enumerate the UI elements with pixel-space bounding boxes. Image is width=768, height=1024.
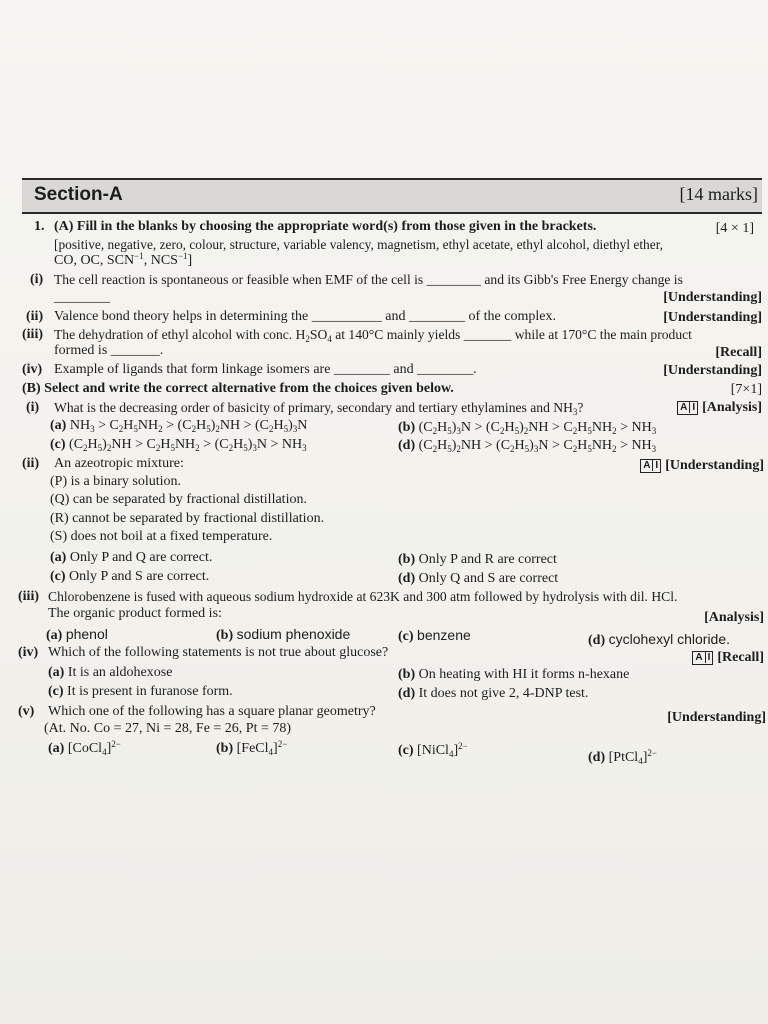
mcq-i-option-c: (c) $(C_2H_5)_2NH > C_2H_5NH_2 > (C_2H_5)_3N > NH_3$ [50,437,307,453]
mcq-v-level: [Understanding] [667,710,766,725]
statement-p: (P) is a binary solution. [50,474,182,489]
mcq-v-option-d: (d) [PtCl$_4$]$^{2-}$ [588,748,657,766]
mcq-v-atomic-numbers: (At. No. Co = 27, Ni = 28, Fe = 26, Pt = 78) [44,721,292,736]
fill-i-number: (i) [30,272,44,287]
mcq-ii-option-d: (d) Only Q and S are correct [398,571,559,586]
mcq-ii-option-b: (b) Only P and R are correct [398,552,557,567]
mcq-v-option-c: (c) [NiCl$_4$]$^{2-}$ [398,741,468,759]
statement-r: (R) cannot be separated by fractional distillation. [50,511,325,526]
mcq-iii-option-c: (c) benzene [398,627,471,644]
fill-iii-line-2: formed is _______. [54,343,164,358]
mcq-iv-number: (iv) [18,645,39,660]
mcq-iii-option-a: (a) phenol [46,626,108,643]
ai-tag-badge: A I [677,401,698,415]
mcq-iii-text: Chlorobenzene is fused with aqueous sodium hydroxide at 623K and 300 atm followed by hydrolysis with dil. HCl. [48,589,678,604]
fill-i-level: [Understanding] [663,290,762,305]
mcq-ii-level-wrap [640,458,764,474]
mcq-ii-text: An azeotropic mixture: [54,456,184,471]
mcq-iii-option-d: (d) cyclohexyl chloride. [588,631,731,648]
mcq-v-number: (v) [18,704,35,719]
fill-iv-text: Example of ligands that form linkage isomers are ________ and ________. [54,362,477,377]
choices-line-2: CO, OC, $SCN^{-1}$, $NCS^{-1}$] [54,251,193,268]
fill-i-blank: ________ [54,290,110,305]
ai-tag-badge: A I [640,459,661,473]
part-a-heading: (A) Fill in the blanks by choosing the appropriate word(s) from those given in the brackets. [54,219,597,234]
mcq-i-level: [Analysis] [702,400,762,415]
fill-i-text: The cell reaction is spontaneous or feasible when EMF of the cell is ________ and its Gibb's Free Energy change is [54,272,683,287]
mcq-i-option-a: (a) $NH_3 > C_2H_5NH_2 > (C_2H_5)_2NH > (C_2H_5)_3N$ [50,418,308,434]
part-b-marks: [7×1] [730,382,762,397]
mcq-iii-number: (iii) [18,589,39,604]
mcq-iv-option-b: (b) On heating with HI it forms n-hexane [398,667,630,682]
fill-ii-text: Valence bond theory helps in determining the __________ and ________ of the complex. [54,309,556,324]
mcq-i-text: What is the decreasing order of basicity of primary, secondary and tertiary ethylamines and $NH_3$? [54,400,584,417]
part-a-marks: [4 × 1] [715,221,754,236]
mcq-i-option-b: (b) $(C_2H_5)_3N > (C_2H_5)_2NH > C_2H_5NH_2 > NH_3$ [398,420,657,436]
mcq-v-option-a: (a) [CoCl$_4$]$^{2-}$ [48,739,121,757]
choices-line-1: [positive, negative, zero, colour, structure, variable valency, magnetism, ethyl acetate, ethyl alcohol, diethyl ether, [54,237,663,252]
question-number: 1. [34,219,45,234]
mcq-iv-option-d: (d) It does not give 2, 4-DNP test. [398,686,589,701]
mcq-ii-number: (ii) [22,456,40,471]
fill-iii-number: (iii) [22,327,43,342]
mcq-i-level-wrap [677,400,762,416]
mcq-v-text: Which one of the following has a square planar geometry? [48,704,376,719]
mcq-iv-text: Which of the following statements is not true about glucose? [48,645,389,660]
mcq-v-option-b: (b) [FeCl$_4$]$^{2-}$ [216,739,288,757]
mcq-ii-option-c: (c) Only P and S are correct. [50,569,210,584]
fill-iii-text: The dehydration of ethyl alcohol with conc. $H_2SO_4$ at 140°C mainly yields _______ while at 170°C the main product [54,327,692,344]
fill-iii-level: [Recall] [715,345,762,360]
mcq-iv-option-c: (c) It is present in furanose form. [48,684,233,699]
section-header-bar [22,178,762,214]
statement-s: (S) does not boil at a fixed temperature. [50,529,273,544]
mcq-ii-option-a: (a) Only P and Q are correct. [50,550,213,565]
mcq-iii-line-2: The organic product formed is: [48,606,222,621]
section-marks: [14 marks] [679,184,758,204]
mcq-iv-level: [Recall] [717,650,764,665]
fill-iv-level: [Understanding] [663,363,762,378]
mcq-i-number: (i) [26,400,40,415]
section-title: Section-A [34,184,123,205]
mcq-iii-level: [Analysis] [704,610,764,625]
fill-ii-number: (ii) [26,309,44,324]
fill-ii-level: [Understanding] [663,310,762,325]
mcq-i-option-d: (d) $(C_2H_5)_2NH > (C_2H_5)_3N > C_2H_5NH_2 > NH_3$ [398,438,657,454]
mcq-iv-level-wrap [692,650,764,666]
mcq-iv-option-a: (a) It is an aldohexose [48,665,173,680]
mcq-ii-level: [Understanding] [665,458,764,473]
statement-q: (Q) can be separated by fractional distillation. [50,492,307,507]
mcq-iii-option-b: (b) sodium phenoxide [216,626,351,643]
part-b-heading: (B) Select and write the correct alternative from the choices given below. [22,381,454,396]
fill-iv-number: (iv) [22,362,43,377]
ai-tag-badge: A I [692,651,713,665]
